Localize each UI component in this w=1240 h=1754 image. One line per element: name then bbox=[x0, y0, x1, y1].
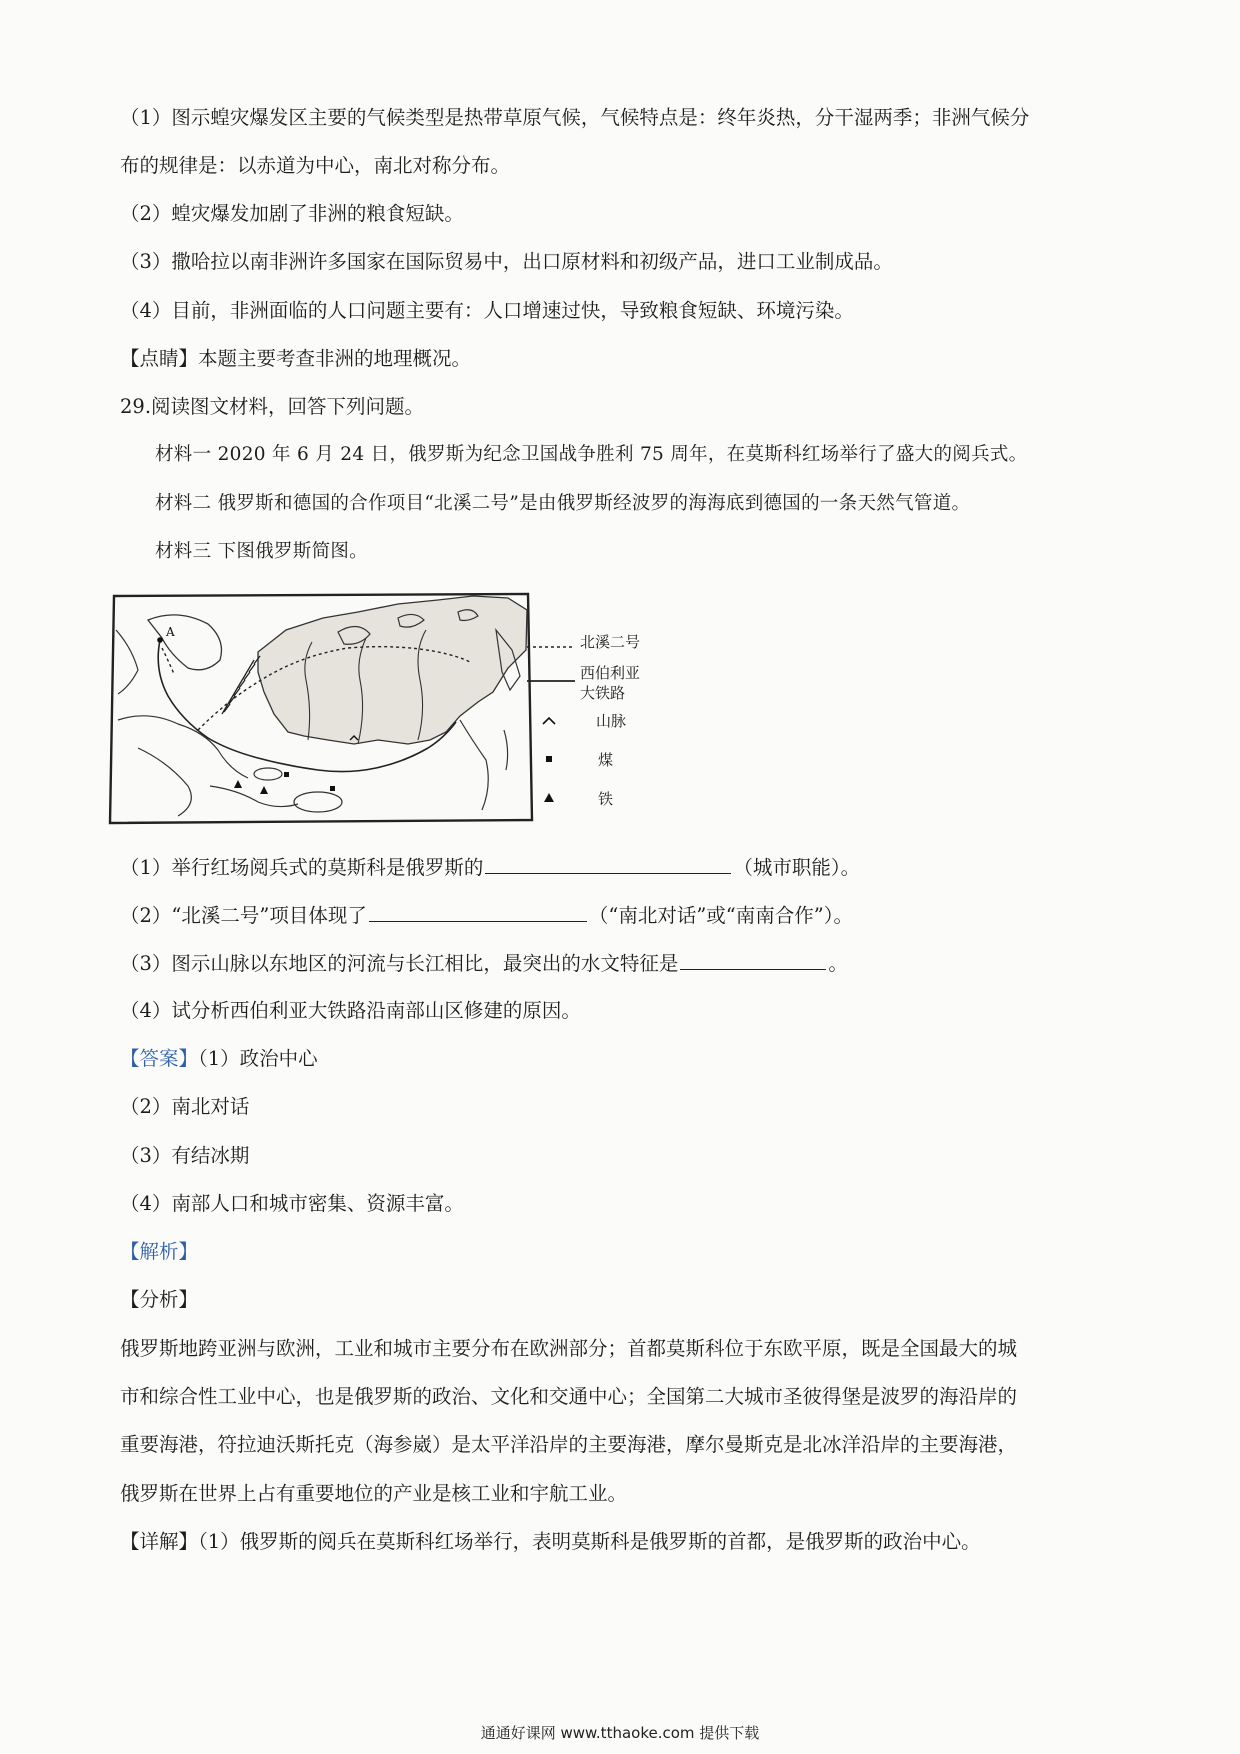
subquestion-3-text: （3）图示山脉以东地区的河流与长江相比，最突出的水文特征是 bbox=[120, 952, 679, 975]
map-point-a: A bbox=[166, 625, 175, 639]
prev-dianjing: 【点睛】本题主要考查非洲的地理概况。 bbox=[120, 347, 472, 370]
subquestion-1 bbox=[120, 851, 1130, 883]
prev-answer-1: （1）图示蝗灾爆发区主要的气候类型是热带草原气候，气候特点是：终年炎热，分干湿两季；非洲气候分 bbox=[120, 106, 1030, 129]
legend-mountain-label: 山脉 bbox=[596, 712, 627, 730]
analysis-para-1: 俄罗斯地跨亚洲与欧洲，工业和城市主要分布在欧洲部分；首都莫斯科位于东欧平原，既是全国最大的城 bbox=[120, 1337, 1018, 1360]
question-29-title: 29.阅读图文材料，回答下列问题。 bbox=[120, 395, 425, 418]
legend-railway-label-2: 大铁路 bbox=[580, 684, 626, 702]
answer-blank-2[interactable] bbox=[369, 899, 587, 922]
answer-blank-3[interactable] bbox=[680, 947, 826, 970]
prev-answer-3: （3）撒哈拉以南非洲许多国家在国际贸易中，出口原材料和初级产品，进口工业制成品。 bbox=[120, 250, 893, 273]
prev-answer-1-cont: 布的规律是：以赤道为中心，南北对称分布。 bbox=[120, 154, 511, 177]
subquestion-3-end: 。 bbox=[828, 952, 848, 975]
coal-mark bbox=[330, 786, 335, 791]
coal-legend-icon bbox=[546, 756, 554, 764]
subquestion-2 bbox=[120, 899, 1130, 931]
answer-tag: 【答案】 bbox=[120, 1047, 199, 1070]
subquestion-1-text: （1）举行红场阅兵式的莫斯科是俄罗斯的 bbox=[120, 856, 484, 879]
jiexi-heading: 【解析】 bbox=[120, 1240, 199, 1263]
mountain-legend-icon bbox=[542, 715, 556, 725]
analysis-para-2: 市和综合性工业中心，也是俄罗斯的政治、文化和交通中心；全国第二大城市圣彼得堡是波罗的海沿岸的 bbox=[120, 1385, 1018, 1408]
legend-railway-label-1: 西伯利亚 bbox=[580, 664, 641, 682]
subquestion-2-text: （2）“北溪二号”项目体现了 bbox=[120, 904, 367, 927]
answer-line-1 bbox=[120, 1044, 1130, 1074]
subquestion-4: （4）试分析西伯利亚大铁路沿南部山区修建的原因。 bbox=[120, 999, 581, 1022]
answer-3: （3）有结冰期 bbox=[120, 1144, 250, 1167]
answer-4: （4）南部人口和城市密集、资源丰富。 bbox=[120, 1192, 464, 1215]
material-1: 材料一 2020 年 6 月 24 日，俄罗斯为纪念卫国战争胜利 75 周年，在莫斯科红场举行了盛大的阅兵式。 bbox=[155, 444, 1028, 465]
russia-map bbox=[108, 590, 534, 826]
legend-solid-swatch bbox=[527, 677, 575, 685]
footer-download-note: 通通好课网 www.tthaoke.com 提供下载 bbox=[480, 1724, 760, 1742]
answer-2: （2）南北对话 bbox=[120, 1095, 250, 1118]
coal-mark bbox=[284, 772, 289, 777]
material-3: 材料三 下图俄罗斯简图。 bbox=[155, 541, 368, 562]
material-2: 材料二 俄罗斯和德国的合作项目“北溪二号”是由俄罗斯经波罗的海海底到德国的一条天然气管道。 bbox=[155, 493, 971, 514]
legend-dotted-swatch bbox=[527, 643, 575, 651]
subquestion-1-hint: （城市职能）。 bbox=[733, 856, 861, 879]
iron-legend-icon bbox=[544, 793, 554, 803]
answer-1: （1）政治中心 bbox=[198, 1047, 318, 1070]
legend-coal-label: 煤 bbox=[598, 751, 614, 769]
subquestion-2-hint: （“南北对话”或“南南合作”）。 bbox=[588, 904, 853, 927]
subquestion-3 bbox=[120, 947, 1130, 979]
answer-blank-1[interactable] bbox=[485, 851, 731, 874]
detail-explanation: 【详解】（1）俄罗斯的阅兵在莫斯科红场举行，表明莫斯科是俄罗斯的首都，是俄罗斯的政治中心。 bbox=[120, 1530, 981, 1553]
fenxi-heading: 【分析】 bbox=[120, 1288, 199, 1311]
analysis-para-3: 重要海港，符拉迪沃斯托克（海参崴）是太平洋沿岸的主要海港，摩尔曼斯克是北冰洋沿岸的主要海港， bbox=[120, 1433, 1018, 1456]
prev-answer-2: （2）蝗灾爆发加剧了非洲的粮食短缺。 bbox=[120, 202, 464, 225]
legend-pipeline-label: 北溪二号 bbox=[580, 633, 641, 651]
legend-iron-label: 铁 bbox=[598, 790, 614, 808]
analysis-para-4: 俄罗斯在世界上占有重要地位的产业是核工业和宇航工业。 bbox=[120, 1482, 628, 1505]
prev-answer-4: （4）目前，非洲面临的人口问题主要有：人口增速过快，导致粮食短缺、环境污染。 bbox=[120, 299, 854, 322]
